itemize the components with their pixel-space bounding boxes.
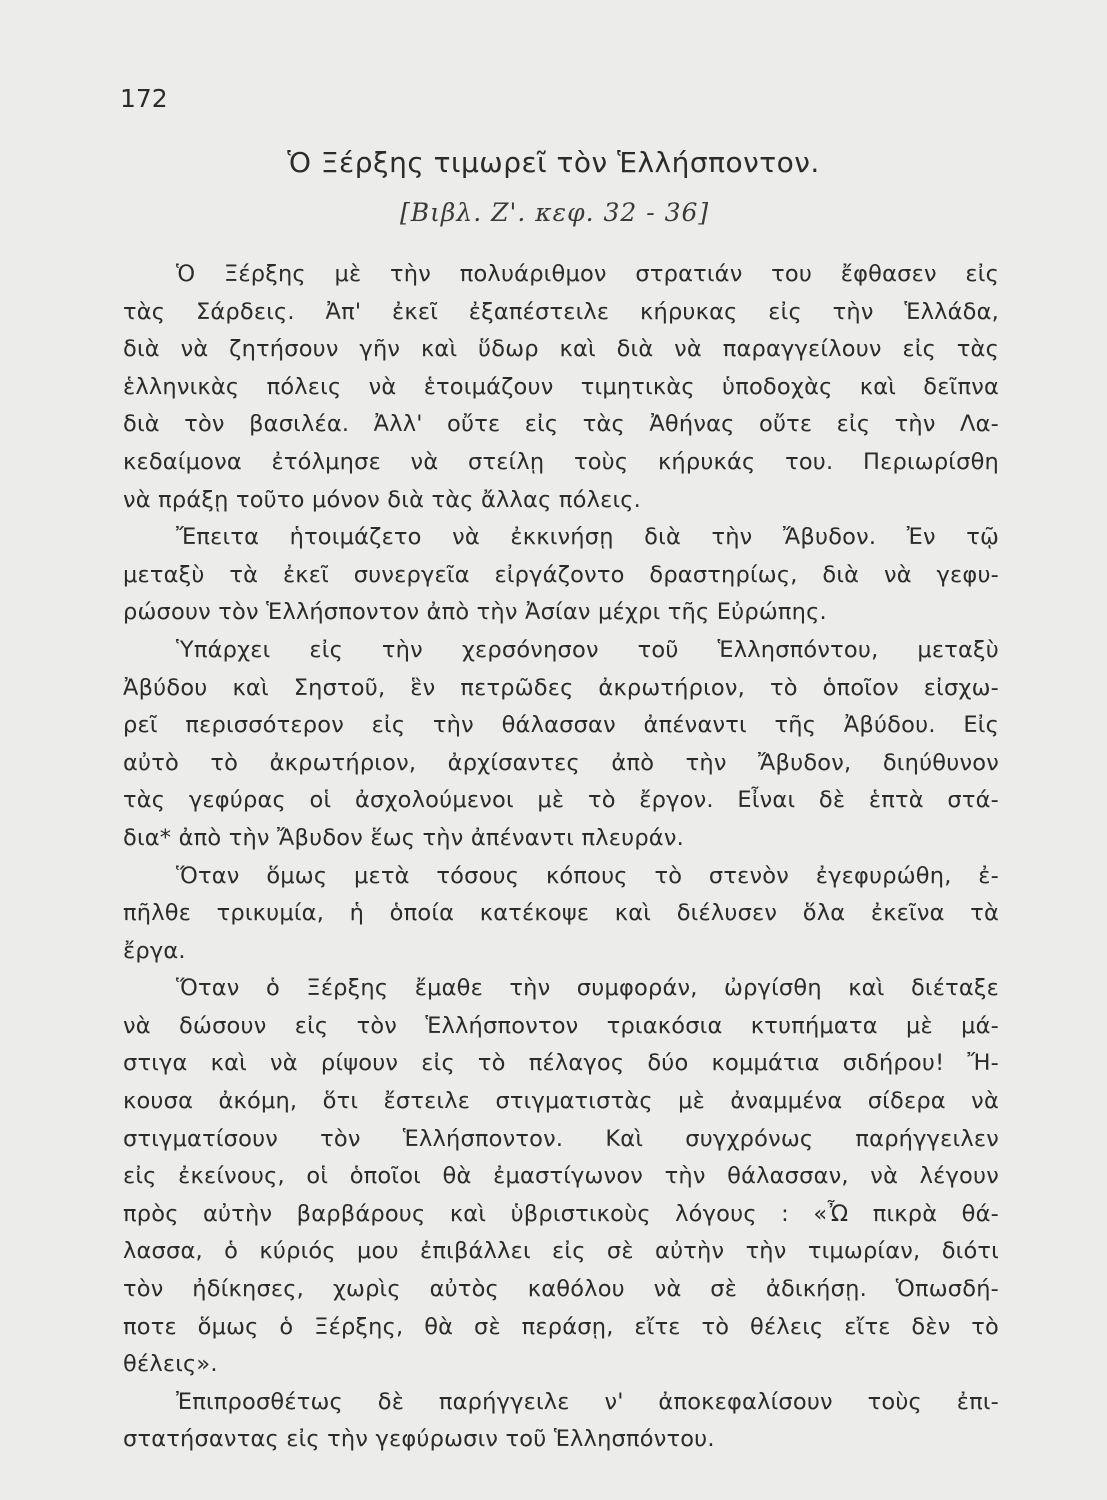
text-line: νὰ δώσουν εἰς τὸν Ἑλλήσποντον τριακόσια κτυπήματα μὲ μά- <box>123 1012 999 1039</box>
text-line: διὰ νὰ ζητήσουν γῆν καὶ ὕδωρ καὶ διὰ νὰ παραγγείλουν εἰς τὰς <box>123 336 999 363</box>
text-line: τὰς γεφύρας οἱ ἀσχολούμενοι μὲ τὸ ἔργον. Εἶναι δὲ ἑπτὰ στά- <box>123 787 999 814</box>
text-line: διὰ τὸν βασιλέα. Ἀλλ' οὔτε εἰς τὰς Ἀθήνας οὔτε εἰς τὴν Λα- <box>123 411 999 438</box>
text-line: Ὅταν ὁ Ξέρξης ἔμαθε τὴν συμφοράν, ὠργίσθη καὶ διέταξε <box>176 975 999 1002</box>
text-line: Ὑπάρχει εἰς τὴν χερσόνησον τοῦ Ἑλλησπόντου, μεταξὺ <box>176 636 999 663</box>
text-line: ποτε ὅμως ὁ Ξέρξης, θὰ σὲ περάσῃ, εἴτε τὸ θέλεις εἴτε δὲν τὸ <box>123 1313 999 1340</box>
text-line: Ἔπειτα ἡτοιμάζετο νὰ ἐκκινήσῃ διὰ τὴν Ἄβυδον. Ἐν τῷ <box>176 524 999 551</box>
text-line: θέλεις». <box>123 1351 218 1378</box>
paragraph <box>123 632 999 858</box>
text-line: τὸν ἠδίκησες, χωρὶς αὐτὸς καθόλου νὰ σὲ ἀδικήσῃ. Ὁπωσδή- <box>123 1276 999 1303</box>
paragraph <box>123 519 999 632</box>
text-line: ἑλληνικὰς πόλεις νὰ ἑτοιμάζουν τιμητικὰς ὑποδοχὰς καὶ δεῖπνα <box>123 373 999 400</box>
text-line: εἰς ἐκείνους, οἱ ὁποῖοι θὰ ἐμαστίγωνον τὴν θάλασσαν, νὰ λέγουν <box>123 1163 999 1190</box>
paragraph <box>123 858 999 971</box>
paragraph <box>123 256 999 519</box>
text-line: νὰ πράξῃ τοῦτο μόνον διὰ τὰς ἄλλας πόλεις. <box>123 486 642 513</box>
text-line: στατήσαντας εἰς τὴν γεφύρωσιν τοῦ Ἑλλησπόντου. <box>123 1426 715 1453</box>
text-line: στιγα καὶ νὰ ρίψουν εἰς τὸ πέλαγος δύο κομμάτια σιδήρου! Ἤ- <box>123 1050 999 1077</box>
text-line: αὐτὸ τὸ ἀκρωτήριον, ἀρχίσαντες ἀπὸ τὴν Ἄβυδον, διηύθυνον <box>123 749 999 776</box>
text-line: Ὁ Ξέρξης μὲ τὴν πολυάριθμον στρατιάν του ἔφθασεν εἰς <box>176 261 999 287</box>
book-reference: [Βιβλ. Ζ'. κεφ. 32 - 36] <box>400 198 710 227</box>
text-line: μεταξὺ τὰ ἐκεῖ συνεργεῖα εἰργάζοντο δραστηρίως, διὰ νὰ γεφυ- <box>123 561 999 588</box>
text-line: Ἀβύδου καὶ Σηστοῦ, ἓν πετρῶδες ἀκρωτήριον, τὸ ὁποῖον εἰσχω- <box>123 674 999 701</box>
body-text <box>123 256 999 1459</box>
text-line: τὰς Σάρδεις. Ἀπ' ἐκεῖ ἐξαπέστειλε κήρυκας εἰς τὴν Ἑλλάδα, <box>123 298 999 325</box>
text-line: λασσα, ὁ κύριός μου ἐπιβάλλει εἰς σὲ αὐτὴν τὴν τιμωρίαν, διότι <box>123 1238 999 1265</box>
text-line: ἔργα. <box>123 937 186 964</box>
text-line: δια* ἀπὸ τὴν Ἄβυδον ἕως τὴν ἀπέναντι πλευράν. <box>123 824 684 851</box>
text-line: πῆλθε τρικυμία, ἡ ὁποία κατέκοψε καὶ διέλυσεν ὅλα ἐκεῖνα τὰ <box>123 900 999 927</box>
text-line: κουσα ἀκόμη, ὅτι ἔστειλε στιγματιστὰς μὲ ἀναμμένα σίδερα νὰ <box>123 1088 999 1115</box>
text-line: πρὸς αὐτὴν βαρβάρους καὶ ὑβριστικοὺς λόγους : «Ὦ πικρὰ θά- <box>123 1200 999 1227</box>
text-line: ρεῖ περισσότερον εἰς τὴν θάλασσαν ἀπέναντι τῆς Ἀβύδου. Εἰς <box>123 712 999 739</box>
paragraph <box>123 970 999 1384</box>
paragraph <box>123 1384 999 1459</box>
text-line: κεδαίμονα ἐτόλμησε νὰ στείλῃ τοὺς κήρυκάς του. Περιωρίσθη <box>123 448 999 475</box>
text-line: στιγματίσουν τὸν Ἑλλήσποντον. Καὶ συγχρόνως παρήγγειλεν <box>123 1125 999 1152</box>
text-line: Ὅταν ὅμως μετὰ τόσους κόπους τὸ στενὸν ἐγεφυρώθη, ἐ- <box>176 862 999 889</box>
chapter-title: Ὁ Ξέρξης τιμωρεῖ τὸν Ἑλλήσποντον. <box>287 146 820 179</box>
text-line: Ἐπιπροσθέτως δὲ παρήγγειλε ν' ἀποκεφαλίσουν τοὺς ἐπι- <box>176 1388 999 1415</box>
text-line: ρώσουν τὸν Ἑλλήσποντον ἀπὸ τὴν Ἀσίαν μέχρι τῆς Εὐρώπης. <box>123 599 827 626</box>
page-number: 172 <box>120 84 168 113</box>
